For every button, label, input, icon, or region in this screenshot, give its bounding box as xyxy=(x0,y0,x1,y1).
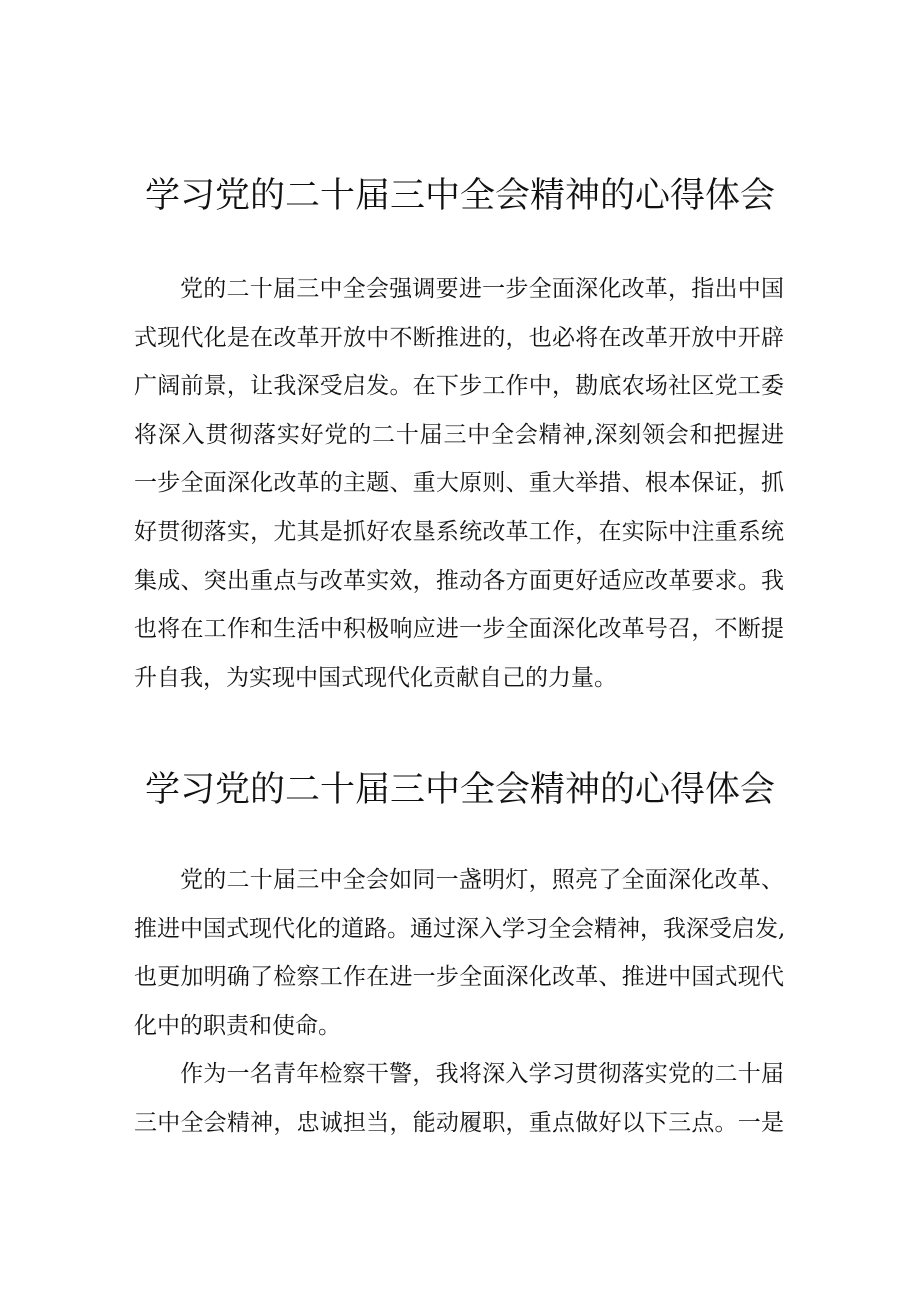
paragraph-line: 也将在工作和生活中积极响应进一步全面深化改革号召，不断提 xyxy=(134,616,784,643)
paragraph-line: 广阔前景，让我深受启发。在下步工作中，勘底农场社区党工委 xyxy=(134,373,784,400)
section-2-paragraph-2 xyxy=(134,1050,784,1147)
paragraph-line: 作为一名青年检察干警，我将深入学习贯彻落实党的二十届 xyxy=(180,1061,784,1087)
paragraph-line: 三中全会精神，忠诚担当，能动履职，重点做好以下三点。一是 xyxy=(134,1109,784,1136)
section-2-paragraph-1 xyxy=(134,856,784,1050)
section-1-paragraph xyxy=(134,265,784,702)
paragraph-line: 升自我，为实现中国式现代化贡献自己的力量。 xyxy=(134,664,617,691)
section-2-title: 学习党的二十届三中全会精神的心得体会 xyxy=(144,770,775,810)
paragraph-line: 式现代化是在改革开放中不断推进的，也必将在改革开放中开辟 xyxy=(134,324,784,351)
paragraph-line: 将深入贯彻落实好党的二十届三中全会精神,深刻领会和把握进 xyxy=(134,421,784,448)
section-1-title: 学习党的二十届三中全会精神的心得体会 xyxy=(144,176,775,216)
paragraph-line: 化中的职责和使命。 xyxy=(134,1012,341,1039)
paragraph-line: 推进中国式现代化的道路。通过深入学习全会精神，我深受启发, xyxy=(134,915,786,942)
paragraph-line: 党的二十届三中全会如同一盏明灯，照亮了全面深化改革、 xyxy=(180,867,784,893)
paragraph-line: 党的二十届三中全会强调要进一步全面深化改革，指出中国 xyxy=(180,276,784,302)
paragraph-line: 集成、突出重点与改革实效，推动各方面更好适应改革要求。我 xyxy=(134,567,784,594)
paragraph-line: 好贯彻落实，尤其是抓好农垦系统改革工作，在实际中注重系统 xyxy=(134,518,784,545)
paragraph-line: 也更加明确了检察工作在进一步全面深化改革、推进中国式现代 xyxy=(134,964,784,991)
paragraph-line: 一步全面深化改革的主题、重大原则、重大举措、根本保证，抓 xyxy=(134,470,784,497)
